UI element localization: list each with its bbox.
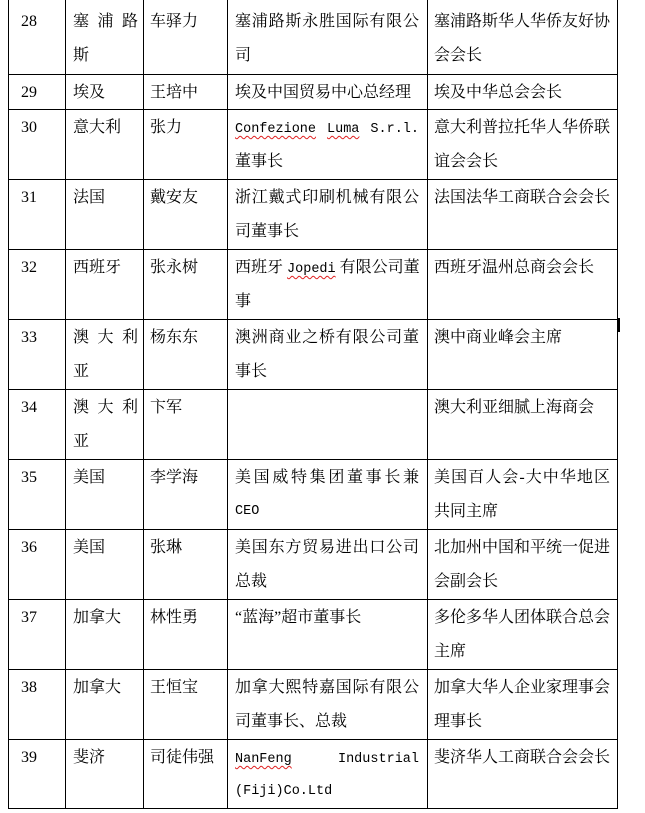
text-line: 张力 <box>150 119 183 136</box>
serial-number-cell[interactable] <box>9 670 66 740</box>
person-name-cell[interactable] <box>144 180 228 250</box>
company-position-cell[interactable] <box>228 110 428 180</box>
association-position-cell[interactable] <box>428 75 618 110</box>
person-name-cell[interactable] <box>144 670 228 740</box>
text-line: 33 <box>21 329 37 346</box>
misspelled-word[interactable]: NanFeng <box>235 752 292 767</box>
text-line: 西班牙 <box>73 259 122 276</box>
text-line: 斐济 <box>73 749 106 766</box>
text-line: 加拿大 <box>73 609 122 626</box>
text-line: 32 <box>21 259 37 276</box>
person-name-cell[interactable] <box>144 740 228 809</box>
member-table <box>8 0 618 809</box>
serial-number-cell[interactable] <box>9 530 66 600</box>
text-line: 会副会长 <box>434 573 499 590</box>
text-line: 澳大利 <box>73 399 138 416</box>
text-line: 张永树 <box>150 259 199 276</box>
text-segment: 有限公司董 <box>339 259 420 276</box>
person-name-cell[interactable] <box>144 250 228 320</box>
text-line: 西班牙温州总商会会长 <box>434 259 595 276</box>
text-line: 澳中商业峰会主席 <box>434 329 563 346</box>
text-line: 34 <box>21 399 37 416</box>
company-position-cell[interactable] <box>228 180 428 250</box>
text-line: 美国 <box>73 469 106 486</box>
text-line: 加拿大华人企业家理事会 <box>434 679 611 696</box>
text-line: 塞浦路斯永胜国际有限公 <box>235 13 419 30</box>
text-line: 美国 <box>73 539 106 556</box>
text-line: 主席 <box>434 643 467 660</box>
association-position-cell[interactable] <box>428 600 618 670</box>
text-line: 38 <box>21 679 37 696</box>
country-cell[interactable] <box>66 250 144 320</box>
text-line: 37 <box>21 609 37 626</box>
text-line: 多伦多华人团体联合总会 <box>434 609 611 626</box>
country-cell[interactable] <box>66 320 144 390</box>
text-line: 加拿大熙特嘉国际有限公 <box>235 679 419 696</box>
association-position-cell[interactable] <box>428 530 618 600</box>
serial-number-cell[interactable] <box>9 75 66 110</box>
serial-number-cell[interactable] <box>9 390 66 460</box>
text-line: 王恒宝 <box>150 679 199 696</box>
serial-number-cell[interactable] <box>9 740 66 809</box>
text-line: 31 <box>21 189 37 206</box>
text-segment: 西班牙 <box>235 259 284 276</box>
company-position-cell[interactable] <box>228 320 428 390</box>
text-line: 司董事长、总裁 <box>235 713 348 730</box>
text-line: 张琳 <box>150 539 183 556</box>
country-cell[interactable] <box>66 390 144 460</box>
text-line <box>235 741 419 775</box>
association-position-cell[interactable] <box>428 250 618 320</box>
serial-number-cell[interactable] <box>9 600 66 670</box>
text-line: 北加州中国和平统一促进 <box>434 539 611 556</box>
text-line: 埃及 <box>73 84 106 101</box>
misspelled-word[interactable]: Confezione <box>235 122 317 137</box>
association-position-cell[interactable] <box>428 740 618 809</box>
text-line: 李学海 <box>150 469 199 486</box>
association-position-cell[interactable] <box>428 670 618 740</box>
company-position-cell[interactable] <box>228 530 428 600</box>
text-line: 塞浦路 <box>73 13 138 30</box>
serial-number-cell[interactable] <box>9 0 66 75</box>
country-cell[interactable] <box>66 180 144 250</box>
serial-number-cell[interactable] <box>9 250 66 320</box>
text-line: 法国法华工商联合会会长 <box>434 189 611 206</box>
company-position-cell[interactable] <box>228 250 428 320</box>
text-segment: Industrial <box>337 752 419 767</box>
text-line: 会会长 <box>434 47 483 64</box>
association-position-cell[interactable] <box>428 0 618 75</box>
text-line: 车驿力 <box>150 13 199 30</box>
serial-number-cell[interactable] <box>9 320 66 390</box>
person-name-cell[interactable] <box>144 0 228 75</box>
text-line: 亚 <box>73 363 90 380</box>
serial-number-cell[interactable] <box>9 180 66 250</box>
text-line: 埃及中国贸易中心总经理 <box>235 84 412 101</box>
person-name-cell[interactable] <box>144 110 228 180</box>
company-position-cell[interactable] <box>228 670 428 740</box>
text-line: 事 <box>235 293 252 310</box>
row-end-marker <box>617 318 620 332</box>
person-name-cell[interactable] <box>144 460 228 530</box>
text-line: 29 <box>21 84 37 101</box>
company-position-cell[interactable] <box>228 390 428 460</box>
text-line: 理事长 <box>434 713 483 730</box>
misspelled-word[interactable]: Luma <box>327 122 360 137</box>
country-cell[interactable] <box>66 0 144 75</box>
person-name-cell[interactable] <box>144 530 228 600</box>
association-position-cell[interactable] <box>428 460 618 530</box>
text-line: 澳大利 <box>73 329 138 346</box>
country-cell[interactable] <box>66 740 144 809</box>
text-segment: S.r.l. <box>370 122 419 137</box>
text-line: 斯 <box>73 47 90 64</box>
country-cell[interactable] <box>66 600 144 670</box>
text-line: 谊会会长 <box>434 153 499 170</box>
text-line: 亚 <box>73 433 90 450</box>
text-line: 司徒伟强 <box>150 749 215 766</box>
text-line: 王培中 <box>150 84 199 101</box>
country-cell[interactable] <box>66 530 144 600</box>
text-line: 戴安友 <box>150 189 199 206</box>
text-line: “蓝海”超市董事长 <box>235 609 362 626</box>
text-line: 司董事长 <box>235 223 300 240</box>
text-line: 埃及中华总会会长 <box>434 84 563 101</box>
company-position-cell[interactable] <box>228 75 428 110</box>
country-cell[interactable] <box>66 670 144 740</box>
text-line: 美国百人会-大中华地区 <box>434 469 610 486</box>
text-line: 39 <box>21 749 37 766</box>
text-line: 浙江戴式印刷机械有限公 <box>235 189 419 206</box>
company-position-cell[interactable] <box>228 600 428 670</box>
country-cell[interactable] <box>66 460 144 530</box>
text-line: 澳洲商业之桥有限公司董 <box>235 329 419 346</box>
text-line: 总裁 <box>235 573 268 590</box>
text-line: 司 <box>235 47 252 64</box>
text-line: 斐济华人工商联合会会长 <box>434 749 611 766</box>
association-position-cell[interactable] <box>428 390 618 460</box>
text-line: 杨东东 <box>150 329 199 346</box>
person-name-cell[interactable] <box>144 75 228 110</box>
text-line: 林性勇 <box>150 609 199 626</box>
text-line: 共同主席 <box>434 503 499 520</box>
company-position-cell[interactable] <box>228 0 428 75</box>
serial-number-cell[interactable] <box>9 460 66 530</box>
country-cell[interactable] <box>66 110 144 180</box>
text-line: 法国 <box>73 189 106 206</box>
text-line: 意大利 <box>73 119 122 136</box>
association-position-cell[interactable] <box>428 110 618 180</box>
misspelled-word[interactable]: Jopedi <box>287 262 336 277</box>
text-line: 美国威特集团董事长兼 <box>235 469 419 486</box>
text-line: 加拿大 <box>73 679 122 696</box>
text-line: 美国东方贸易进出口公司 <box>235 539 419 556</box>
text-line: 董事长 <box>235 153 284 170</box>
person-name-cell[interactable] <box>144 320 228 390</box>
text-line: 塞浦路斯华人华侨友好协 <box>434 13 611 30</box>
text-line: 36 <box>21 539 37 556</box>
text-line: 30 <box>21 119 37 136</box>
country-cell[interactable] <box>66 75 144 110</box>
text-line: (Fiji)Co.Ltd <box>235 784 333 799</box>
text-line: 事长 <box>235 363 268 380</box>
association-position-cell[interactable] <box>428 180 618 250</box>
company-position-cell[interactable] <box>228 740 428 809</box>
person-name-cell[interactable] <box>144 600 228 670</box>
serial-number-cell[interactable] <box>9 110 66 180</box>
text-line <box>235 251 419 285</box>
text-line: CEO <box>235 504 260 519</box>
text-line: 澳大利亚细腻上海商会 <box>434 399 595 416</box>
person-name-cell[interactable] <box>144 390 228 460</box>
text-line: 意大利普拉托华人华侨联 <box>434 119 611 136</box>
text-line: 卞军 <box>150 399 183 416</box>
text-line: 35 <box>21 469 37 486</box>
text-line <box>235 111 419 145</box>
company-position-cell[interactable] <box>228 460 428 530</box>
association-position-cell[interactable] <box>428 320 618 390</box>
text-line: 28 <box>21 13 37 30</box>
